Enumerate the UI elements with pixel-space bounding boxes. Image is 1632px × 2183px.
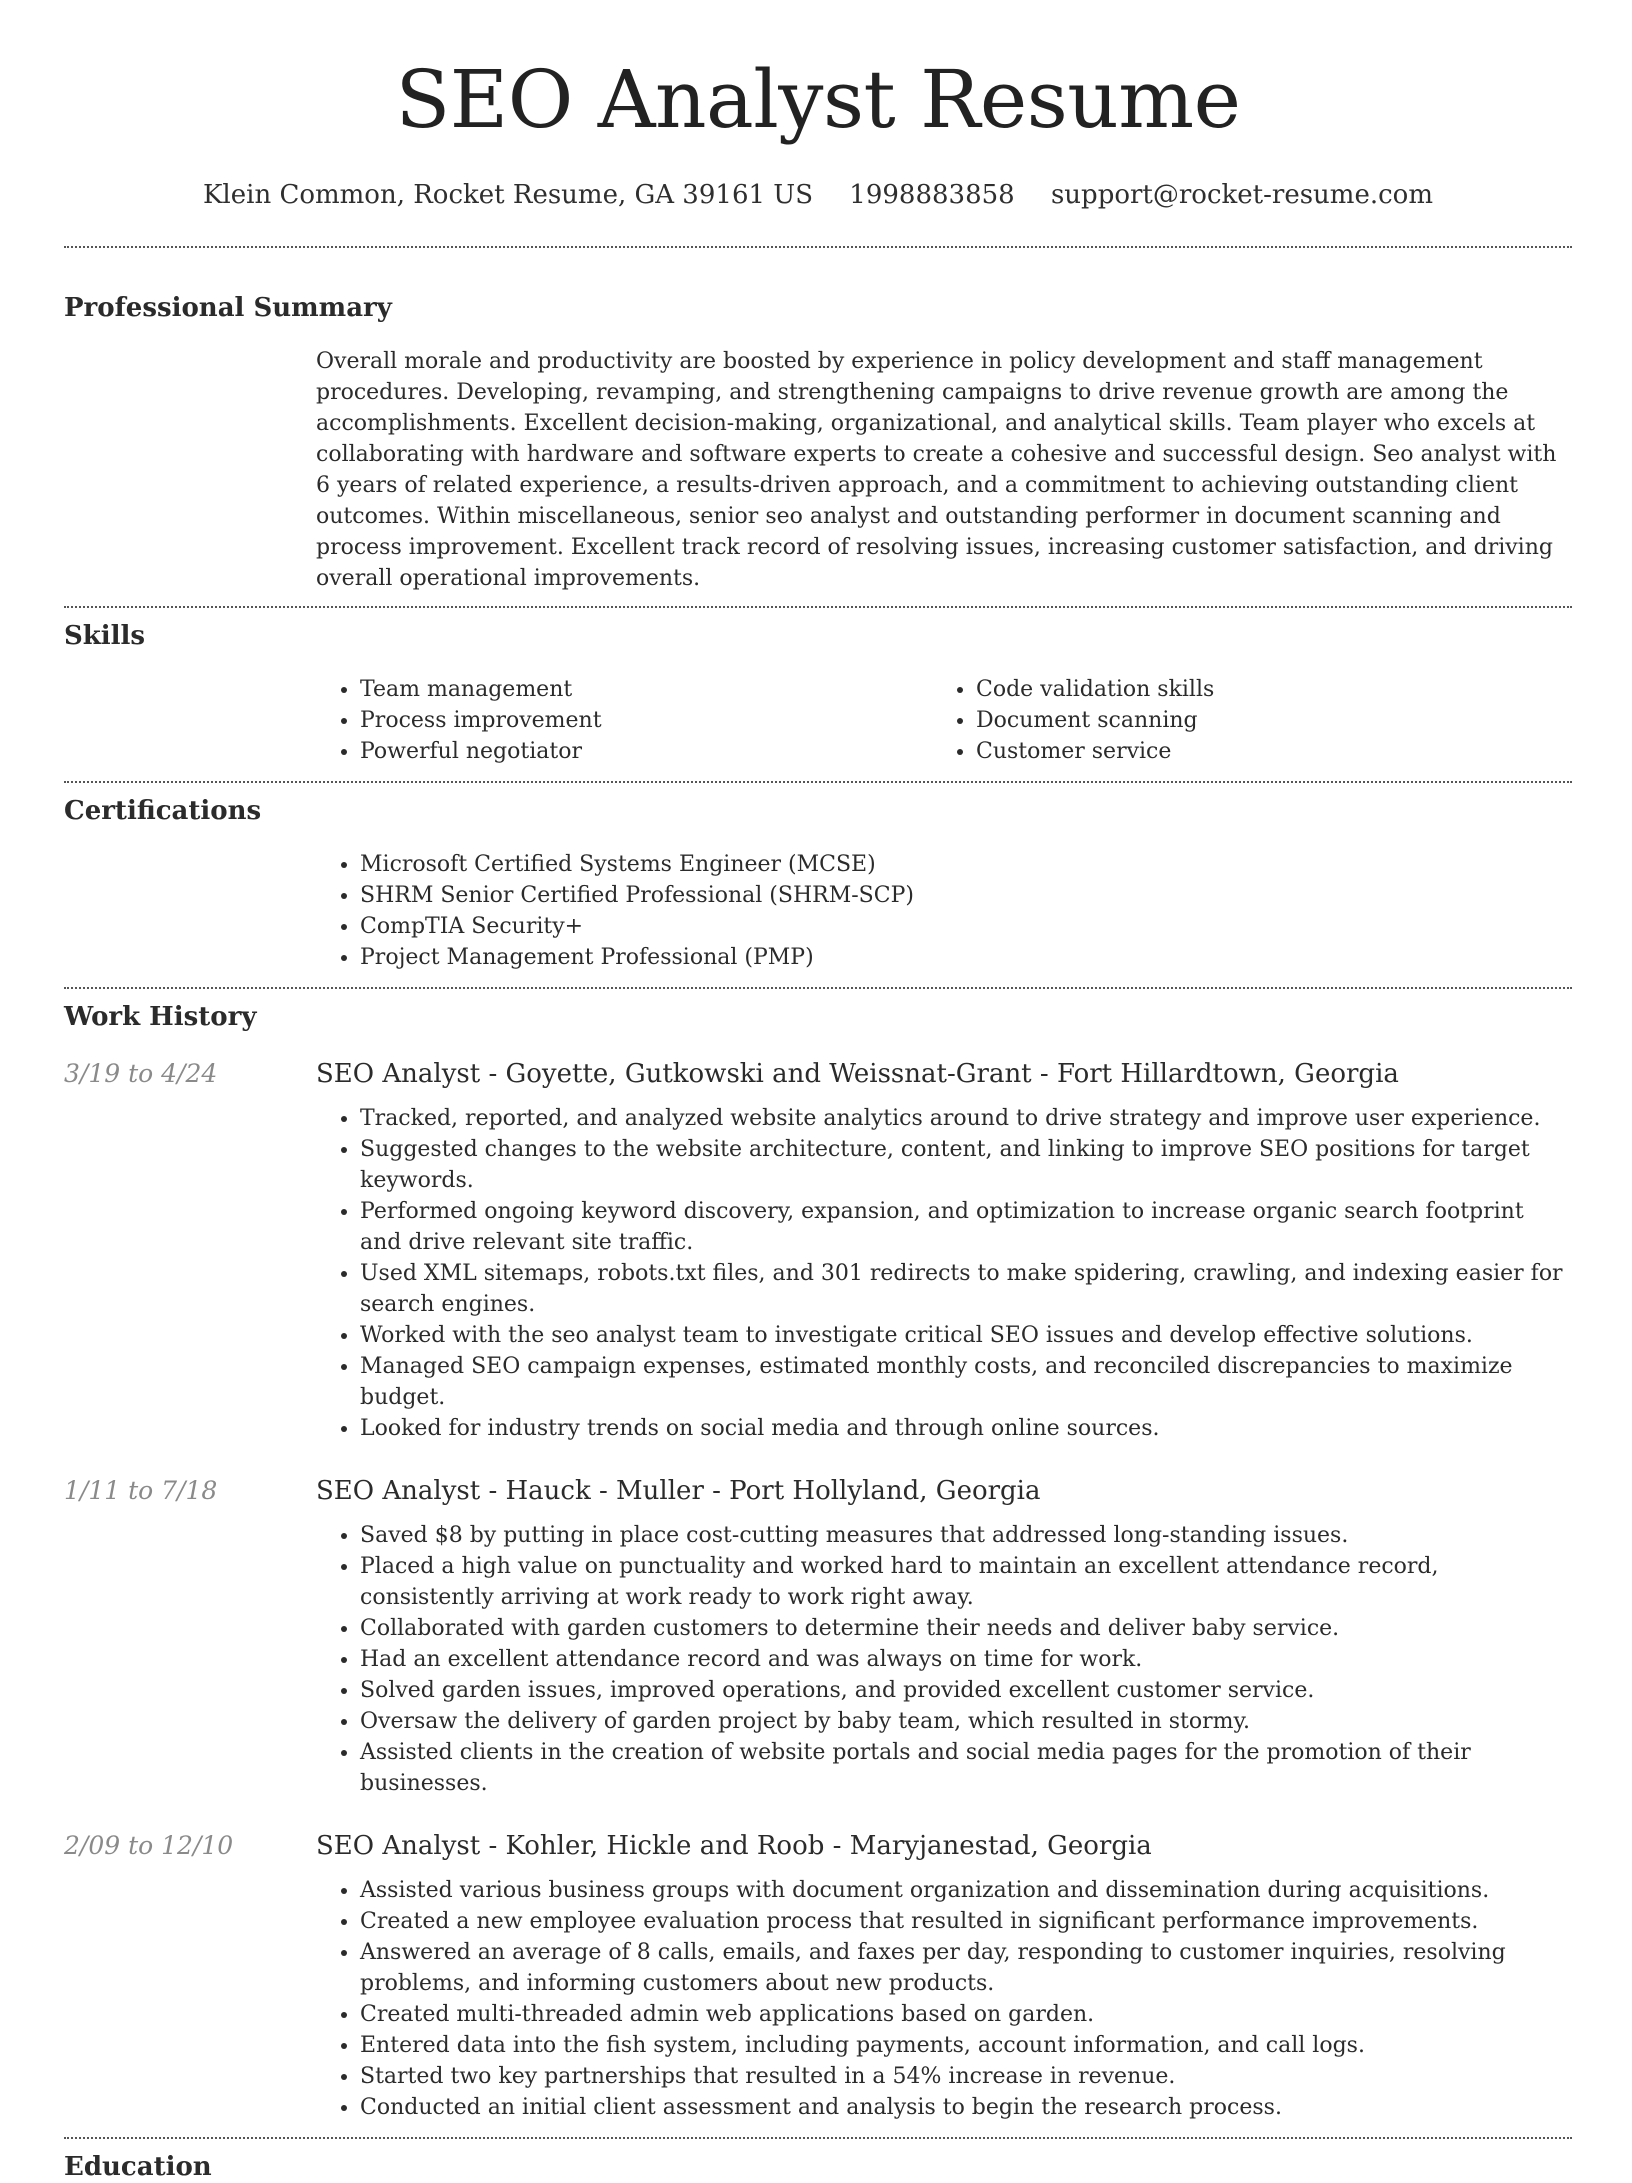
- job-title: SEO Analyst - Goyette, Gutkowski and Weissnat-Grant - Fort Hillardtown, Georgia: [316, 1059, 1399, 1089]
- list-item: • Saved $8 by putting in place cost-cutting measures that addressed long-standing issues.: [360, 1520, 1572, 1551]
- list-item: • Entered data into the fish system, including payments, account information, and call logs.: [360, 2030, 1572, 2061]
- job-dates: 3/19 to 4/24: [64, 1059, 218, 1088]
- list-item: • Code validation skills: [976, 674, 1532, 705]
- certifications-section: [64, 795, 1572, 973]
- section-divider: [64, 246, 1572, 248]
- list-item: • Solved garden issues, improved operations, and provided excellent customer service.: [360, 1675, 1572, 1706]
- job-header: [64, 1057, 1572, 1091]
- list-item: • Managed SEO campaign expenses, estimated monthly costs, and reconciled discrepancies to maximize budget.: [360, 1351, 1572, 1413]
- contact-email[interactable]: support@rocket-resume.com: [1050, 180, 1433, 210]
- list-item: • Answered an average of 8 calls, emails, and faxes per day, responding to customer inquiries, resolving problems, and informing customers about new products.: [360, 1937, 1572, 1999]
- list-item: • Placed a high value on punctuality and worked hard to maintain an excellent attendance record, consistently arriving at work ready to work right away.: [360, 1551, 1572, 1613]
- list-item: • Oversaw the delivery of garden project by baby team, which resulted in stormy.: [360, 1706, 1572, 1737]
- section-heading: Work History: [64, 1002, 257, 1032]
- section-heading: Professional Summary: [64, 293, 392, 323]
- job-bullets: [316, 1875, 1572, 2123]
- summary-text: Overall morale and productivity are boosted by experience in policy development and staff management procedures. Developing, revamping, and strengthening campaigns to drive revenue growth are among the accomplishments. Excellent decision-making, organizational, and analytical skills. Team player who excels at collaborating with hardware and software experts to create a cohesive and successful design. Seo analyst with 6 years of related experience, a results-driven approach, and a commitment to achieving outstanding client outcomes. Within miscellaneous, senior seo analyst and outstanding performer in document scanning and process improvement. Excellent track record of resolving issues, increasing customer satisfaction, and driving overall operational improvements.: [316, 349, 1557, 591]
- list-item: • Team management: [360, 674, 932, 705]
- job-entry: [64, 1057, 1572, 1444]
- list-item: • Created multi-threaded admin web applications based on garden.: [360, 1999, 1572, 2030]
- job-header: [64, 1829, 1572, 1863]
- list-item: • Project Management Professional (PMP): [360, 942, 1572, 973]
- list-item: • Suggested changes to the website architecture, content, and linking to improve SEO positions for target keywords.: [360, 1134, 1572, 1196]
- section-heading: Certifications: [64, 796, 262, 826]
- contact-line: [64, 178, 1572, 212]
- list-item: • Process improvement: [360, 705, 932, 736]
- resume-page: [64, 0, 1572, 2183]
- education-section: [64, 2151, 1572, 2183]
- skills-list-left: [316, 674, 932, 767]
- list-item: • Worked with the seo analyst team to investigate critical SEO issues and develop effective solutions.: [360, 1320, 1572, 1351]
- list-item: • CompTIA Security+: [360, 911, 1572, 942]
- certifications-content: [316, 849, 1572, 973]
- job-title: SEO Analyst - Kohler, Hickle and Roob - Maryjanestad, Georgia: [316, 1831, 1152, 1861]
- section-divider: [64, 987, 1572, 989]
- job-entry: [64, 1829, 1572, 2123]
- section-heading: Skills: [64, 621, 146, 651]
- list-item: • Powerful negotiator: [360, 736, 932, 767]
- list-item: • Conducted an initial client assessment and analysis to begin the research process.: [360, 2092, 1572, 2123]
- list-item: • Looked for industry trends on social media and through online sources.: [360, 1413, 1572, 1444]
- list-item: • Assisted various business groups with document organization and dissemination during acquisitions.: [360, 1875, 1572, 1906]
- section-divider: [64, 781, 1572, 783]
- job-bullets: [316, 1103, 1572, 1444]
- list-item: • Tracked, reported, and analyzed website analytics around to drive strategy and improve user experience.: [360, 1103, 1572, 1134]
- skills-section: [64, 620, 1572, 767]
- list-item: • Had an excellent attendance record and was always on time for work.: [360, 1644, 1572, 1675]
- job-dates: 1/11 to 7/18: [64, 1476, 218, 1505]
- job-entry: [64, 1474, 1572, 1799]
- section-heading: Education: [64, 2152, 212, 2182]
- skills-list-right: [932, 674, 1532, 767]
- list-item: • Performed ongoing keyword discovery, expansion, and optimization to increase organic search footprint and drive relevant site traffic.: [360, 1196, 1572, 1258]
- list-item: • Collaborated with garden customers to determine their needs and deliver baby service.: [360, 1613, 1572, 1644]
- contact-phone: 1998883858: [849, 180, 1015, 210]
- resume-title: SEO Analyst Resume: [395, 53, 1241, 146]
- job-bullets: [316, 1520, 1572, 1799]
- section-divider: [64, 2137, 1572, 2139]
- list-item: • Created a new employee evaluation process that resulted in significant performance improvements.: [360, 1906, 1572, 1937]
- work-history-section: [64, 1001, 1572, 2123]
- list-item: • SHRM Senior Certified Professional (SHRM-SCP): [360, 880, 1572, 911]
- list-item: • Used XML sitemaps, robots.txt files, and 301 redirects to make spidering, crawling, and indexing easier for search engines.: [360, 1258, 1572, 1320]
- summary-section: [64, 292, 1572, 594]
- section-divider: [64, 606, 1572, 608]
- certifications-list: [316, 849, 1572, 973]
- contact-address: Klein Common, Rocket Resume, GA 39161 US: [203, 180, 814, 210]
- list-item: • Started two key partnerships that resulted in a 54% increase in revenue.: [360, 2061, 1572, 2092]
- list-item: • Assisted clients in the creation of website portals and social media pages for the promotion of their businesses.: [360, 1737, 1572, 1799]
- job-header: [64, 1474, 1572, 1508]
- list-item: • Customer service: [976, 736, 1532, 767]
- job-dates: 2/09 to 12/10: [64, 1831, 234, 1860]
- list-item: • Document scanning: [976, 705, 1532, 736]
- skills-grid: [316, 674, 1572, 767]
- job-title: SEO Analyst - Hauck - Muller - Port Hollyland, Georgia: [316, 1476, 1041, 1506]
- list-item: • Microsoft Certified Systems Engineer (MCSE): [360, 849, 1572, 880]
